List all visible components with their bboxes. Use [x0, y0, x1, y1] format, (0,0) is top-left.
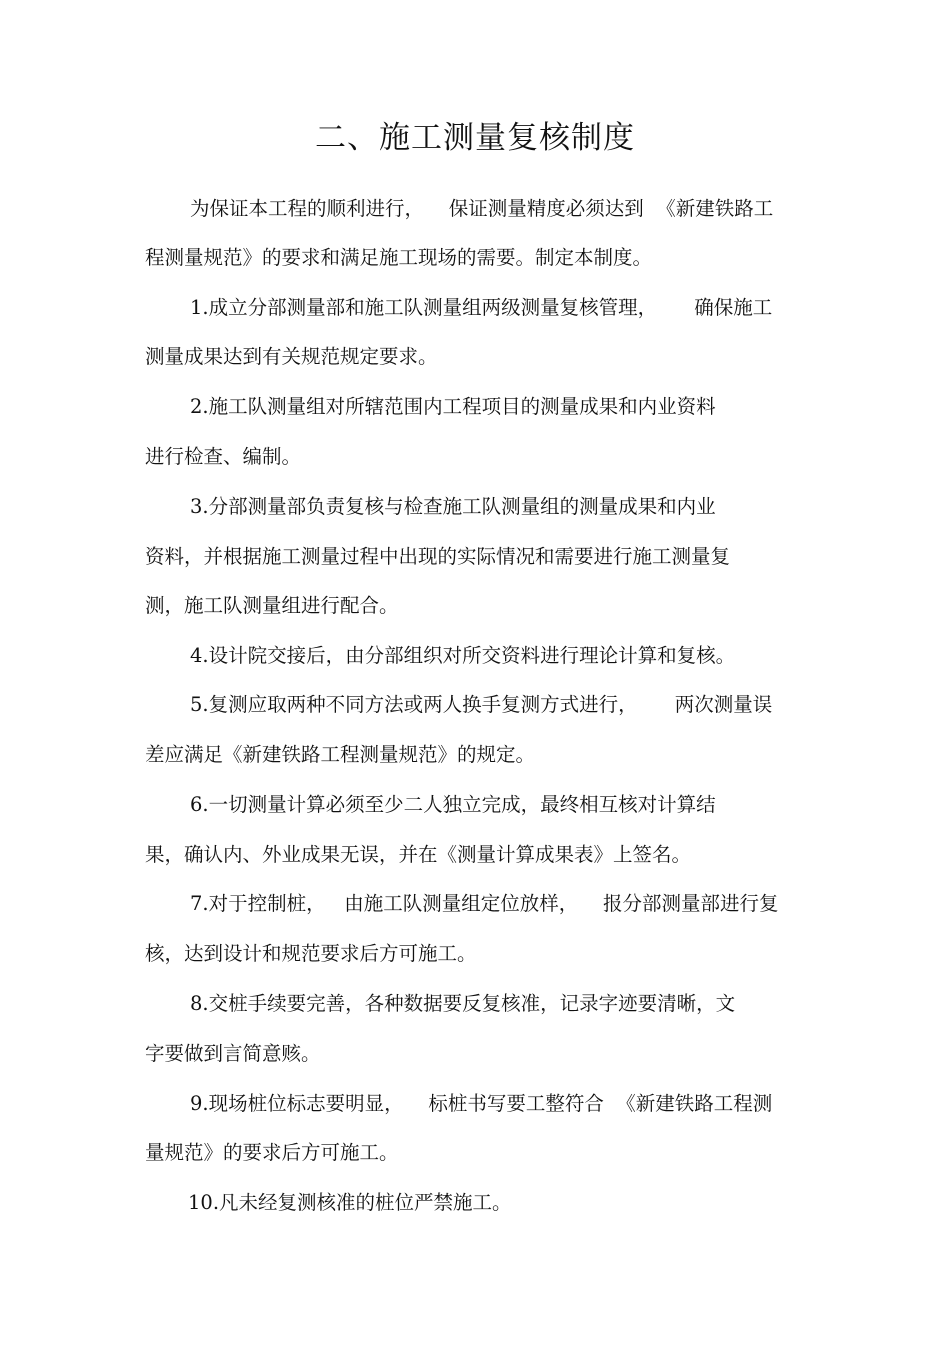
paragraph-line: 测，施工队测量组进行配合。 [145, 594, 399, 617]
paragraph-line: 程测量规范》的要求和满足施工现场的需要。制定本制度。 [145, 246, 653, 269]
paragraph-line: 测量成果达到有关规范规定要求。 [145, 345, 438, 368]
paragraph-line: 4.设计院交接后，由分部组织对所交资料进行理论计算和复核。 [190, 644, 736, 667]
paragraph-line: 差应满足《新建铁路工程测量规范》的规定。 [145, 743, 536, 766]
paragraph-line: 10.凡未经复测核准的桩位严禁施工。 [188, 1191, 512, 1214]
paragraph-line: 量规范》的要求后方可施工。 [145, 1141, 399, 1164]
paragraph-line: 字要做到言简意赅。 [145, 1042, 321, 1065]
paragraph-line: 7.对于控制桩， 由施工队测量组定位放样， 报分部测量部进行复 [190, 892, 779, 915]
paragraph-line: 进行检查、编制。 [145, 445, 302, 468]
paragraph-line: 1.成立分部测量部和施工队测量组两级测量复核管理， 确保施工 [190, 296, 773, 319]
paragraph-line: 8.交桩手续要完善，各种数据要反复核准，记录字迹要清晰，文 [190, 992, 736, 1015]
paragraph-line: 核，达到设计和规范要求后方可施工。 [145, 942, 477, 965]
paragraph-line: 2.施工队测量组对所辖范围内工程项目的测量成果和内业资料 [190, 395, 716, 418]
paragraph-line: 9.现场桩位标志要明显， 标桩书写要工整符合 《新建铁路工程测 [190, 1092, 773, 1115]
page-title: 二、施工测量复核制度 [315, 120, 635, 156]
paragraph-line: 为保证本工程的顺利进行， 保证测量精度必须达到 《新建铁路工 [190, 197, 774, 220]
paragraph-line: 资料，并根据施工测量过程中出现的实际情况和需要进行施工测量复 [145, 545, 731, 568]
paragraph-line: 6.一切测量计算必须至少二人独立完成，最终相互核对计算结 [190, 793, 716, 816]
paragraph-line: 果，确认内、外业成果无误，并在《测量计算成果表》上签名。 [145, 843, 692, 866]
paragraph-line: 3.分部测量部负责复核与检查施工队测量组的测量成果和内业 [190, 495, 716, 518]
paragraph-line: 5.复测应取两种不同方法或两人换手复测方式进行， 两次测量误 [190, 693, 773, 716]
